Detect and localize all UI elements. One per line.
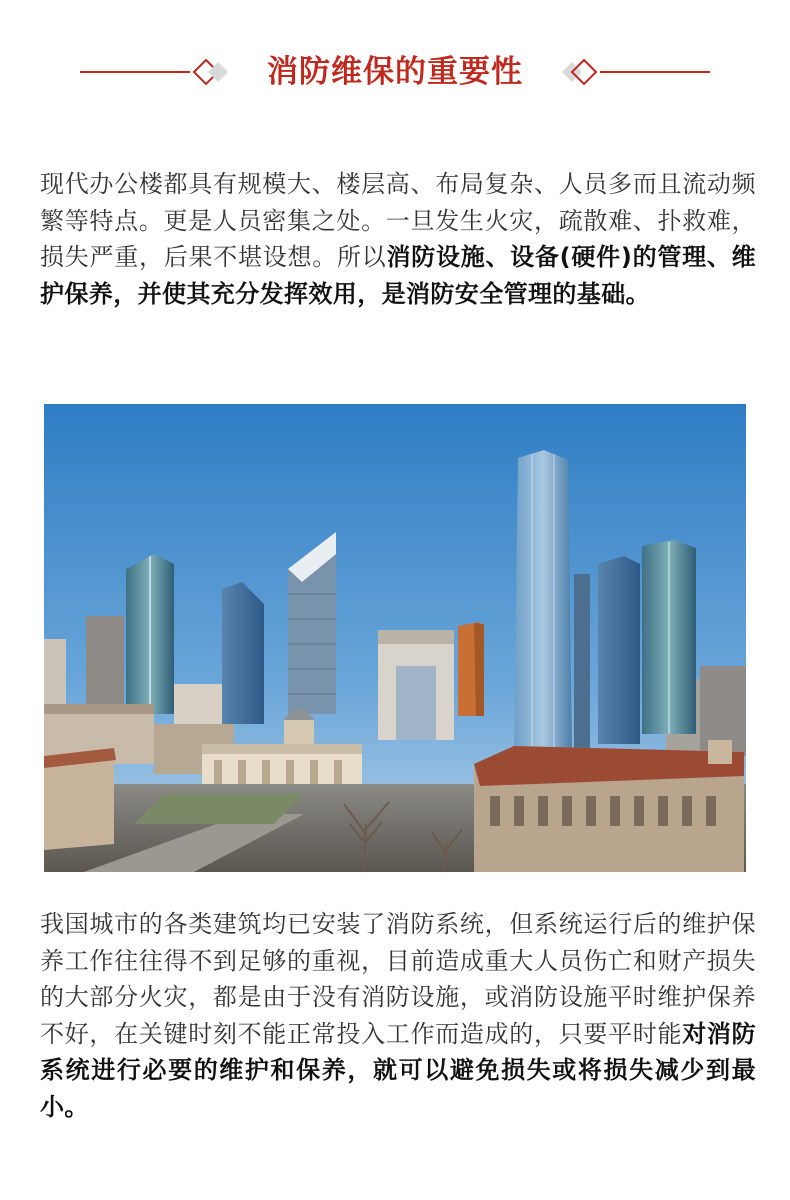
body-emphasis: 对消防系统进行必要的维护和保养，就可以避免损失或将损失减少到最小。 bbox=[40, 1019, 757, 1121]
diamond-ornament-icon bbox=[192, 56, 232, 88]
skyline-illustration bbox=[44, 404, 746, 872]
intro-emphasis: 消防设施、设备(硬件)的管理、维护保养，并使其充分发挥效用，是消防安全管理的基础。 bbox=[40, 243, 756, 308]
intro-paragraph bbox=[40, 166, 756, 312]
page-title: 消防维保的重要性 bbox=[267, 54, 523, 90]
body-paragraph bbox=[40, 906, 756, 1125]
intro-text: 现代办公楼都具有规模大、楼层高、布局复杂、人员多而且流动频繁等特点。更是人员密集之处。一旦发生火灾，疏散难、扑救难，损失严重，后果不堪设想。所以 bbox=[40, 170, 756, 271]
body-text: 我国城市的各类建筑均已安装了消防系统，但系统运行后的维护保养工作往往得不到足够的重视，目前造成重大人员伤亡和财产损失的大部分火灾，都是由于没有消防设施，或消防设施平时维护保养不好，在关键时刻不能正常投入工作而造成的，只要平时能 bbox=[40, 910, 756, 1048]
header-rule-right bbox=[600, 71, 710, 73]
header-rule-left bbox=[80, 71, 190, 73]
diamond-ornament-icon bbox=[558, 56, 598, 88]
city-skyline-photo bbox=[44, 404, 746, 872]
section-header bbox=[0, 44, 790, 100]
